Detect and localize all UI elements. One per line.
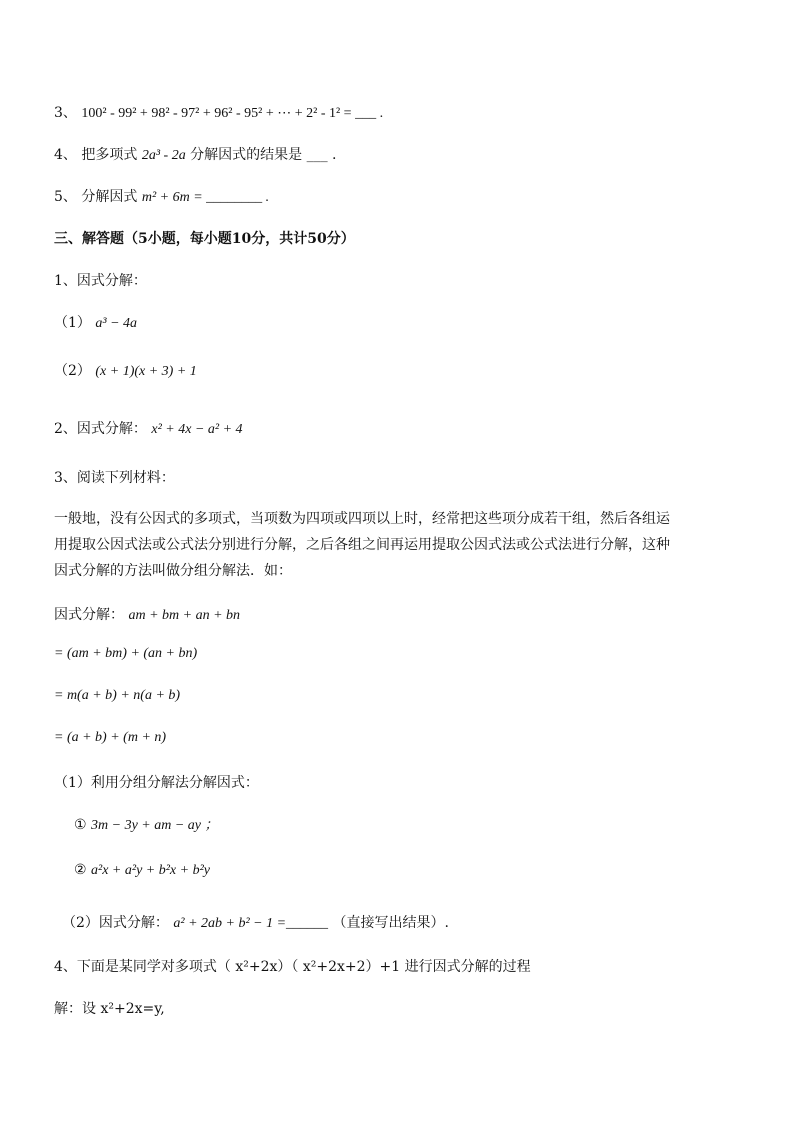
task-2 bbox=[62, 912, 449, 932]
paragraph-line: 因式分解的方法叫做分组分解法．如： bbox=[54, 563, 292, 579]
math-expression: x² + 4x − a² + 4 bbox=[151, 422, 243, 437]
problem-2 bbox=[54, 418, 243, 438]
question-text: 分解因式的结果是 ___ . bbox=[190, 147, 337, 163]
math-expression: a² + 2ab + b² − 1 =______ bbox=[173, 916, 329, 931]
math-expression: a²x + a²y + b²x + b²y bbox=[91, 863, 211, 878]
question-number: 4、 bbox=[54, 147, 77, 163]
math-expression: (x + 1)(x + 3) + 1 bbox=[95, 364, 197, 379]
paragraph-line: 一般地，没有公因式的多项式，当项数为四项或四项以上时，经常把这些项分成若干组，然后各组运 bbox=[54, 511, 670, 527]
example-step-1: = (am + bm) + (an + bn) bbox=[54, 646, 198, 661]
example-label: 因式分解： bbox=[54, 607, 124, 623]
question-text: 分解因式 bbox=[81, 189, 138, 205]
question-text: 把多项式 bbox=[81, 147, 138, 163]
part-label: （2） bbox=[54, 363, 91, 379]
problem-1-part-2 bbox=[54, 360, 197, 380]
task-1-label: （1）利用分组分解法分解因式： bbox=[54, 775, 259, 791]
math-expression: 2a³ - 2a bbox=[141, 148, 186, 163]
question-number: 3、 bbox=[54, 105, 77, 121]
math-expression: 100² - 99² + 98² - 97² + 96² - 95² + ⋯ + 2² - 1² = ___ . bbox=[81, 106, 384, 121]
problem-3-title: 3、阅读下列材料： bbox=[54, 470, 175, 486]
task-tail: （直接写出结果）. bbox=[332, 915, 449, 931]
problem-1-title: 1、因式分解： bbox=[54, 273, 147, 289]
section-title: 三、解答题（5小题，每小题10分，共计50分） bbox=[54, 231, 355, 247]
math-expression: 3m − 3y + am − ay ； bbox=[91, 818, 219, 833]
problem-4-solution: 解：设 x²+2x=y, bbox=[54, 1001, 165, 1017]
task-1-b bbox=[74, 862, 210, 879]
paragraph-line: 用提取公因式法或公式法分别进行分解，之后各组之间再运用提取公因式法或公式法进行分解，这种 bbox=[54, 537, 670, 553]
material-paragraph bbox=[54, 506, 744, 584]
question-3 bbox=[54, 102, 383, 122]
problem-1-part-1 bbox=[54, 312, 137, 332]
math-expression: m² + 6m = ________ . bbox=[141, 190, 270, 205]
task-label: （2）因式分解： bbox=[62, 915, 169, 931]
question-5 bbox=[54, 186, 269, 206]
example-step-3: = (a + b) + (m + n) bbox=[54, 730, 167, 745]
part-label: （1） bbox=[54, 315, 91, 331]
question-4 bbox=[54, 144, 337, 164]
math-expression: a³ − 4a bbox=[95, 316, 138, 331]
example bbox=[54, 604, 240, 624]
circled-number: ② bbox=[74, 862, 87, 878]
problem-4-title: 4、下面是某同学对多项式（ x²+2x）（ x²+2x+2）+1 进行因式分解的过程 bbox=[54, 959, 531, 975]
question-number: 5、 bbox=[54, 189, 77, 205]
example-step-2: = m(a + b) + n(a + b) bbox=[54, 688, 181, 703]
circled-number: ① bbox=[74, 817, 87, 833]
task-1-a bbox=[74, 814, 219, 834]
problem-title: 2、因式分解： bbox=[54, 421, 147, 437]
math-expression: am + bm + an + bn bbox=[128, 608, 241, 623]
